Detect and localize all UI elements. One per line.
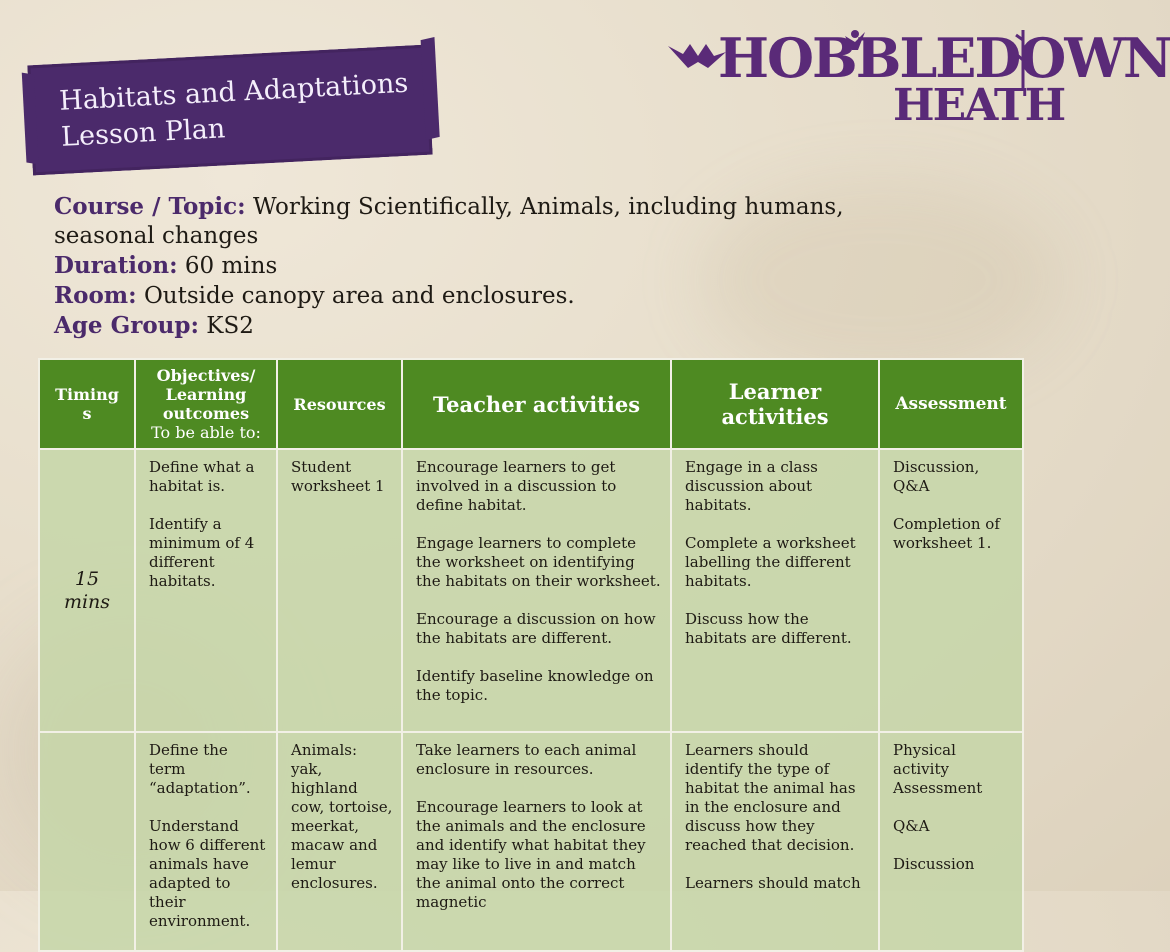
header-timing: Timing s <box>39 359 135 449</box>
logo-line2: HEATH <box>893 80 1065 131</box>
lesson-plan-table <box>38 358 1024 952</box>
header-learner-activities: Learner activities <box>671 359 879 449</box>
resources-cell: Student worksheet 1 <box>277 449 402 732</box>
assessment-cell: Discussion, Q&A Completion of worksheet 1. <box>879 449 1023 732</box>
logo-line1: HOBBLEDOWN <box>718 26 1170 90</box>
table-row <box>39 732 1023 951</box>
assessment-cell: Physical activity Assessment Q&A Discussion <box>879 732 1023 951</box>
room: Room: Outside canopy area and enclosures. <box>54 282 575 309</box>
timing-cell: 15 mins <box>39 449 135 732</box>
banner-title-line1: Habitats and Adaptations <box>58 67 409 117</box>
header-teacher-activities: Teacher activities <box>402 359 671 449</box>
header-objectives: Objectives/ Learning outcomes To be able to: <box>135 359 277 449</box>
lesson-meta <box>54 192 934 341</box>
banner-title-line2: Lesson Plan <box>60 113 226 153</box>
teacher-activities-cell: Encourage learners to get involved in a discussion to define habitat. Engage learners to complete the worksheet on identifying the habitats on their worksheet. Encourage a discussion on how the habitats are different. Identify baseline knowledge on the topic. <box>402 449 671 732</box>
timing-cell <box>39 732 135 951</box>
header-resources: Resources <box>277 359 402 449</box>
age-group: Age Group: KS2 <box>54 312 254 339</box>
teacher-activities-cell: Take learners to each animal enclosure in resources. Encourage learners to look at the animals and the enclosure and identify what habitat they may like to live in and match the animal onto the correct magnetic <box>402 732 671 951</box>
duration: Duration: 60 mins <box>54 252 278 279</box>
resources-cell: Animals: yak, highland cow, tortoise, meerkat, macaw and lemur enclosures. <box>277 732 402 951</box>
learner-activities-cell: Engage in a class discussion about habitats. Complete a worksheet labelling the different habitats. Discuss how the habitats are different. <box>671 449 879 732</box>
objectives-cell: Define what a habitat is. Identify a minimum of 4 different habitats. <box>135 449 277 732</box>
table-row <box>39 449 1023 732</box>
hobbledown-heath-logo <box>668 26 1170 136</box>
header-assessment: Assessment <box>879 359 1023 449</box>
title-banner <box>27 45 432 176</box>
learner-activities-cell: Learners should identify the type of habitat the animal has in the enclosure and discuss how they reached that decision. Learners should match <box>671 732 879 951</box>
course-topic: Course / Topic: Working Scientifically, Animals, including humans, seasonal changes <box>54 193 844 249</box>
objectives-cell: Define the term “adaptation”. Understand how 6 different animals have adapted to their environment. <box>135 732 277 951</box>
